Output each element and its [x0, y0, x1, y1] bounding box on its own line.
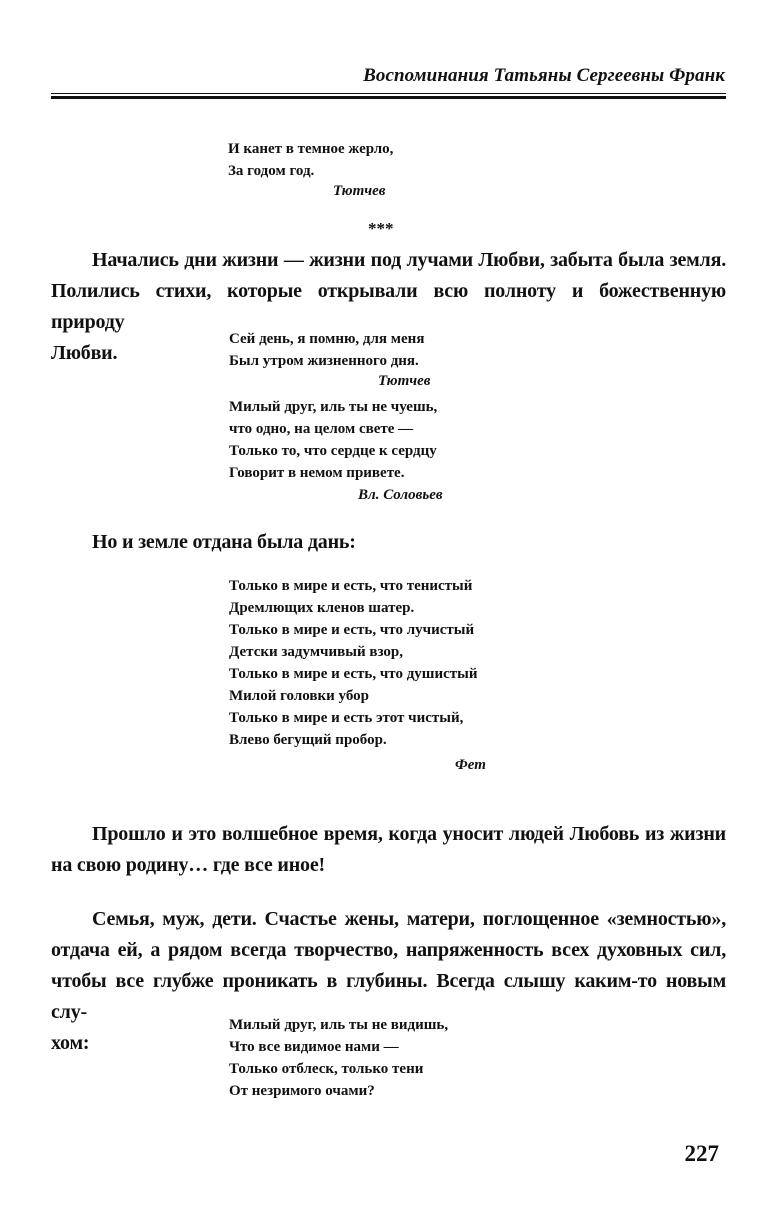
paragraph-3 — [51, 819, 726, 881]
page-number: 227 — [684, 1141, 719, 1166]
verse-author: Тютчев — [333, 183, 386, 199]
verse-line: Дремлющих кленов шатер. — [229, 600, 415, 616]
paragraph-line: хом: — [51, 1032, 90, 1054]
verse-line: И канет в темное жерло, — [228, 141, 394, 157]
verse-line: Милый друг, иль ты не видишь, — [229, 1017, 449, 1033]
paragraph-line: Начались дни жизни — жизни под лучами Любви, забыта была земля. — [92, 249, 726, 271]
paragraph-line: Семья, муж, дети. Счастье жены, матери, поглощенное «земностью», — [92, 908, 726, 930]
verse-line: Только в мире и есть этот чистый, — [229, 710, 464, 726]
verse-line: Милый друг, иль ты не чуешь, — [229, 399, 438, 415]
running-title: Воспоминания Татьяны Сергеевны Франк — [363, 65, 725, 86]
verse-line: Сей день, я помню, для меня — [229, 331, 425, 347]
paragraph-line: чтобы все глубже проникать в глубины. Всегда слышу каким-то новым слу- — [51, 970, 726, 1023]
section-separator: *** — [368, 219, 394, 238]
verse-tyutchev-2 — [229, 328, 424, 372]
verse-author: Фет — [455, 757, 486, 773]
paragraph-line: Любви. — [51, 342, 118, 364]
verse-line: Милой головки убор — [229, 688, 369, 704]
verse-solovyov — [229, 396, 437, 484]
verse-author: Вл. Соловьев — [358, 487, 443, 503]
verse-line: Был утром жизненного дня. — [229, 353, 419, 369]
paragraph-line: на свою родину… где все иное! — [51, 854, 325, 876]
verse-tyutchev-1 — [228, 138, 393, 182]
paragraph-line: отдача ей, а рядом всегда творчество, напряженность всех духовных сил, — [51, 939, 726, 961]
verse-author: Тютчев — [378, 373, 431, 389]
verse-line: От незримого очами? — [229, 1083, 375, 1099]
verse-line: Только то, что сердце к сердцу — [229, 443, 437, 459]
verse-solovyov-2 — [229, 1014, 448, 1102]
verse-line: Говорит в немом привете. — [229, 465, 405, 481]
verse-fet — [229, 575, 477, 751]
paragraph-line: Но и земле отдана была дань: — [92, 531, 356, 553]
paragraph-line: Полились стихи, которые открывали всю полноту и божественную природу — [51, 280, 726, 333]
verse-line: Только отблеск, только тени — [229, 1061, 424, 1077]
paragraph-2 — [51, 527, 726, 558]
verse-line: Только в мире и есть, что тенистый — [229, 578, 473, 594]
paragraph-line: Прошло и это волшебное время, когда уносит людей Любовь из жизни — [92, 823, 726, 845]
verse-line: Детски задумчивый взор, — [229, 644, 403, 660]
verse-line: Только в мире и есть, что лучистый — [229, 622, 475, 638]
verse-line: Влево бегущий пробор. — [229, 732, 387, 748]
header-rule-thick — [51, 96, 726, 99]
verse-line: что одно, на целом свете — — [229, 421, 414, 437]
verse-line: За годом год. — [228, 163, 315, 179]
verse-line: Что все видимое нами — — [229, 1039, 399, 1055]
header-rule-thin — [51, 93, 726, 94]
verse-line: Только в мире и есть, что душистый — [229, 666, 478, 682]
